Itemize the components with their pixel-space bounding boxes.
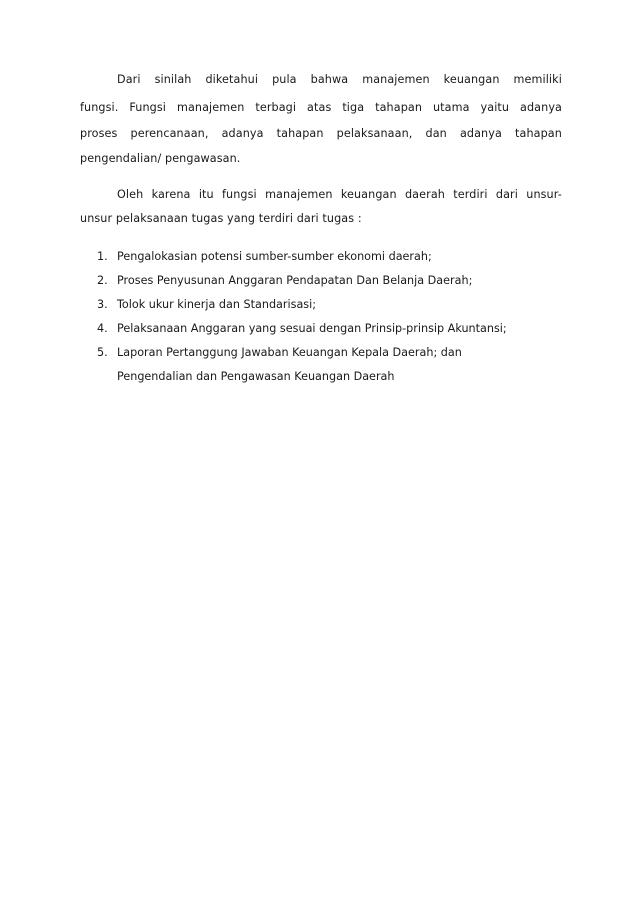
list-number: 5. — [97, 346, 108, 359]
word: terdiri — [453, 188, 488, 201]
word: adanya — [221, 127, 264, 140]
word: Oleh — [117, 188, 144, 201]
word: utama — [432, 101, 470, 114]
word: yaitu — [480, 101, 510, 114]
word: pula — [272, 73, 297, 86]
word: daerah — [404, 188, 445, 201]
word: manajemen — [362, 73, 430, 86]
word: manajemen — [176, 101, 245, 114]
word: adanya — [520, 101, 562, 114]
paragraph-line — [117, 73, 562, 87]
word: itu — [198, 188, 214, 201]
list-number: 1. — [97, 250, 108, 263]
list-text: Pengendalian dan Pengawasan Keuangan Daerah — [117, 370, 395, 383]
word: dan — [425, 127, 447, 140]
word: pelaksanaan, — [336, 127, 413, 140]
list-number: 4. — [97, 322, 108, 335]
list-number: 3. — [97, 298, 108, 311]
list-text: Tolok ukur kinerja dan Standarisasi; — [117, 298, 317, 311]
word: diketahui — [205, 73, 259, 86]
list-text: Pelaksanaan Anggaran yang sesuai dengan Prinsip-prinsip Akuntansi; — [117, 322, 507, 335]
word: fungsi — [222, 188, 257, 201]
list-text: Pengalokasian potensi sumber-sumber ekonomi daerah; — [117, 250, 432, 263]
paragraph-line: pengendalian/ pengawasan. — [80, 152, 241, 165]
word: adanya — [459, 127, 502, 140]
paragraph-line — [117, 188, 562, 202]
word: manajemen — [265, 188, 333, 201]
list-text: Laporan Pertanggung Jawaban Keuangan Kepala Daerah; dan — [117, 346, 462, 359]
word: keuangan — [443, 73, 500, 86]
word: memiliki — [513, 73, 562, 86]
word: unsur- — [526, 188, 562, 201]
list-number: 2. — [97, 274, 108, 287]
paragraph-line — [80, 127, 562, 141]
paragraph-line — [80, 101, 562, 115]
word: sinilah — [154, 73, 192, 86]
paragraph-line: unsur pelaksanaan tugas yang terdiri dari tugas : — [80, 212, 362, 225]
word: karena — [151, 188, 191, 201]
word: tahapan — [515, 127, 562, 140]
word: perencanaan, — [130, 127, 209, 140]
word: bahwa — [310, 73, 349, 86]
word: atas — [307, 101, 332, 114]
word: fungsi. — [80, 101, 119, 114]
word: terbagi — [255, 101, 297, 114]
list-text: Proses Penyusunan Anggaran Pendapatan Dan Belanja Daerah; — [117, 274, 473, 287]
word: Dari — [117, 73, 141, 86]
word: keuangan — [340, 188, 397, 201]
word: dari — [495, 188, 518, 201]
word: tahapan — [276, 127, 324, 140]
word: proses — [80, 127, 118, 140]
word: tiga — [342, 101, 365, 114]
word: Fungsi — [129, 101, 167, 114]
word: tahapan — [375, 101, 423, 114]
